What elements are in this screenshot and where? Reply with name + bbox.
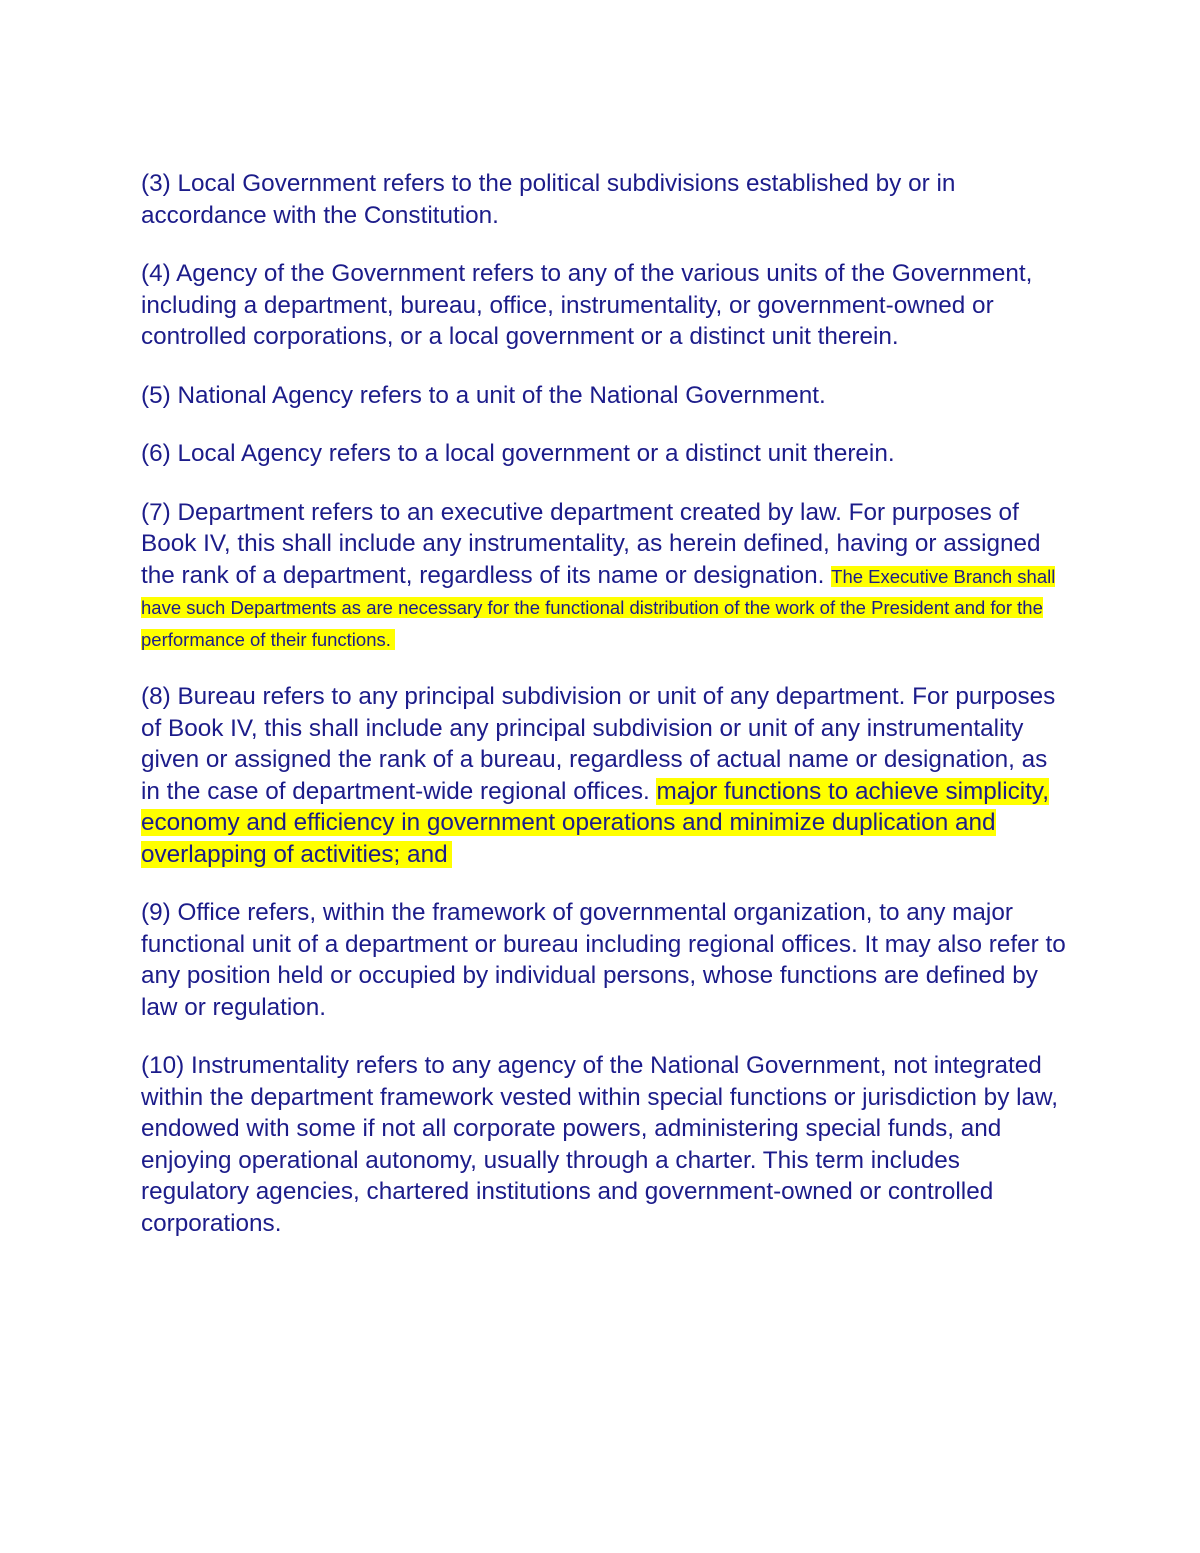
document-body xyxy=(141,168,1066,1266)
paragraph-national-agency xyxy=(141,380,1066,412)
paragraph-text: (5) National Agency refers to a unit of the National Government. xyxy=(141,381,826,409)
paragraph-text: (9) Office refers, within the framework of governmental organization, to any major functional unit of a department or bureau including regional offices. It may also refer to any position held or occupied by individual persons, whose functions are defined by law or regulation. xyxy=(141,899,1066,1021)
paragraph-local-agency xyxy=(141,438,1066,470)
paragraph-text: (3) Local Government refers to the political subdivisions established by or in accordance with the Constitution. xyxy=(141,170,956,229)
paragraph-text: (8) Bureau refers to any principal subdivision or unit of any department. For purposes of Book IV, this shall include any principal subdivision or unit of any instrumentality given or assigned the rank of a bureau, regardless of actual name or designation, as in the case of department-wide regional offices. xyxy=(141,683,1056,805)
paragraph-local-government xyxy=(141,168,1066,231)
paragraph-text: (4) Agency of the Government refers to any of the various units of the Government, including a department, bureau, office, instrumentality, or government-owned or controlled corporations, or a local government or a distinct unit therein. xyxy=(141,260,1033,350)
paragraph-bureau xyxy=(141,681,1066,870)
highlighted-text: The Executive Branch shall have such Departments as are necessary for the functional distribution of the work of the President and for the performance of their functions. xyxy=(141,565,1056,650)
highlighted-text: major functions to achieve simplicity, economy and efficiency in government operations and minimize duplication and overlapping of activities; and xyxy=(141,777,1049,868)
paragraph-department xyxy=(141,497,1066,655)
paragraph-text: (7) Department refers to an executive department created by law. For purposes of Book IV, this shall include any instrumentality, as herein defined, having or assigned the rank of a department, regardless of its name or designation. xyxy=(141,498,1041,589)
paragraph-text: (10) Instrumentality refers to any agency of the National Government, not integrated within the department framework vested within special functions or jurisdiction by law, endowed with some if not all corporate powers, administering special funds, and enjoying operational autonomy, usually through a charter. This term includes regulatory agencies, chartered institutions and government-owned or controlled corporations. xyxy=(141,1052,1058,1237)
paragraph-agency-of-government xyxy=(141,258,1066,353)
paragraph-office xyxy=(141,897,1066,1023)
paragraph-text: (6) Local Agency refers to a local government or a distinct unit therein. xyxy=(141,440,895,467)
paragraph-instrumentality xyxy=(141,1050,1066,1239)
